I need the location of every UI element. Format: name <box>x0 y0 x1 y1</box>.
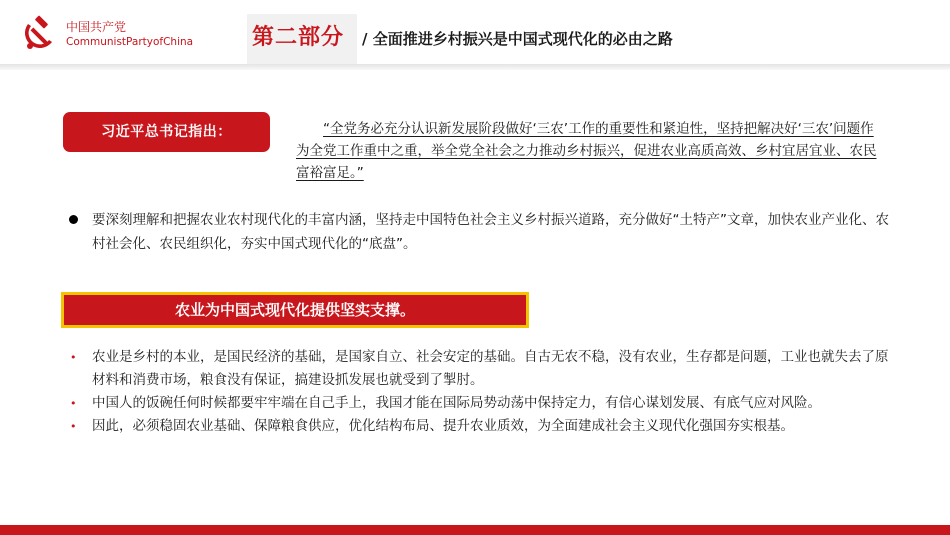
bullet-icon: • <box>70 351 77 364</box>
bullet-icon: • <box>70 397 77 410</box>
points-list <box>70 346 890 438</box>
hammer-and-sickle-icon <box>20 14 60 54</box>
list-item <box>70 346 890 392</box>
bullet-icon: • <box>70 420 77 433</box>
list-item-text: 农业是乡村的本业，是国民经济的基础，是国家自立、社会安定的基础。自古无农不稳，没有农业，生存都是问题，工业也就失去了原材料和消费市场，粮食没有保证，搞建设抓发展也就受到了掣肘。 <box>92 349 889 388</box>
list-item-text: 因此，必须稳固农业基础、保障粮食供应，优化结构布局、提升农业质效，为全面建成社会主义现代化强国夯实根基。 <box>92 418 794 434</box>
logo-text-cn: 中国共产党 <box>66 20 127 34</box>
bullet-dot-icon <box>69 215 78 224</box>
list-item <box>70 415 890 438</box>
list-item <box>70 392 890 415</box>
quote-text: “全党务必充分认识新发展阶段做好‘三农’工作的重要性和紧迫性，坚持把解决好‘三农’问题作为全党工作重中之重，举全党全社会之力推动乡村振兴，促进农业高质高效、乡村宜居宜业、农民富裕富足。” <box>296 121 877 181</box>
section-title: 第二部分 <box>252 25 345 50</box>
main-point-text: 要深刻理解和把握农业农村现代化的丰富内涵，坚持走中国特色社会主义乡村振兴道路，充分做好“土特产”文章，加快农业产业化、农村社会化、农民组织化，夯实中国式现代化的“底盘”。 <box>92 212 889 252</box>
quote-label: 习近平总书记指出： <box>63 112 270 152</box>
section-subtitle: / 全面推进乡村振兴是中国式现代化的必由之路 <box>362 30 673 48</box>
list-item-text: 中国人的饭碗任何时候都要牢牢端在自己手上，我国才能在国际局势动荡中保持定力，有信心谋划发展、有底气应对风险。 <box>92 395 821 411</box>
section-banner: 农业为中国式现代化提供坚实支撑。 <box>61 292 529 328</box>
footer-bar <box>0 525 950 535</box>
header-divider <box>0 64 950 70</box>
logo-text-en: CommunistPartyofChina <box>66 36 194 48</box>
